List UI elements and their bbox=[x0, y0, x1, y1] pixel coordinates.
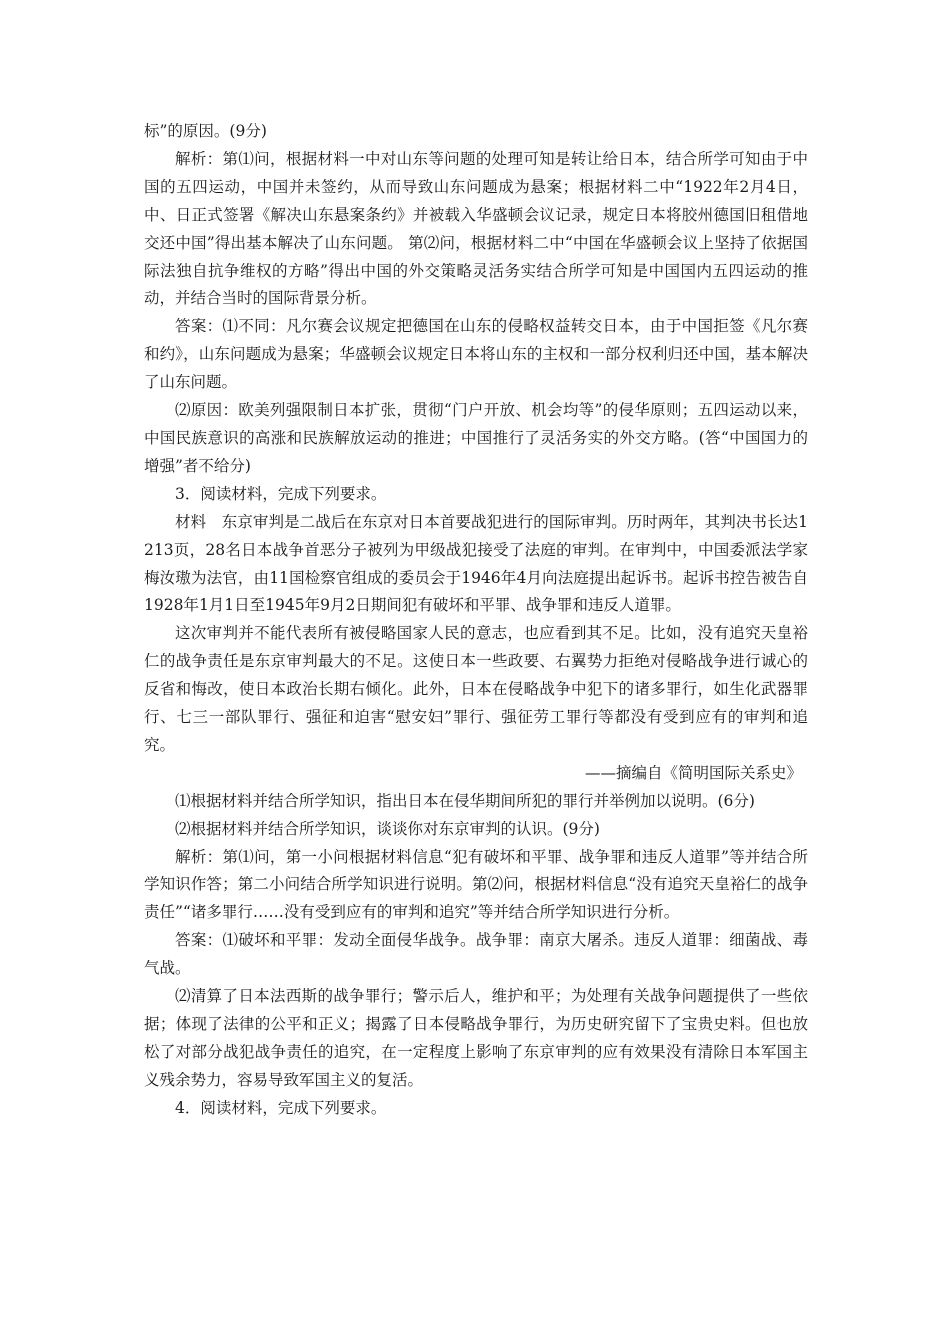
material-paragraph-1: 材料 东京审判是二战后在东京对日本首要战犯进行的国际审判。历时两年，其判决书长达1 213页，28名日本战争首恶分子被列为甲级战犯接受了法庭的审判。在审判中，中国委派法学家梅汝璈为法官，由11国检察官组成的委员会于1946年4月向法庭提出起诉书。起诉书控告被告自1928年1月1日至1945年9月2日期间犯有破坏和平罪、战争罪和违反人道罪。 bbox=[144, 512, 808, 615]
paragraph-answer-q3-part1: 答案：⑴破坏和平罪：发动全面侵华战争。战争罪：南京大屠杀。违反人道罪：细菌战、毒气战。 bbox=[144, 931, 808, 978]
question-3-part1: ⑴根据材料并结合所学知识，指出日本在侵华期间所犯的罪行并举例加以说明。(6分) bbox=[175, 791, 755, 810]
question-3-heading: 3．阅读材料，完成下列要求。 bbox=[175, 484, 387, 503]
paragraph-analysis-q2: 解析：第⑴问，根据材料一中对山东等问题的处理可知是转让给日本，结合所学可知由于中国的五四运动，中国并未签约，从而导致山东问题成为悬案；根据材料二中“1922年2月4日，中、日正式签署《解决山东悬案条约》并被载入华盛顿会议记录，规定日本将胶州德国旧租借地交还中国”得出基本解决了山东问题。 第⑵问，根据材料二中“中国在华盛顿会议上坚持了依据国际法独自抗争维权的方略”得出中国的外交策略灵活务实结合所学可知是中国国内五四运动的推动，并结合当时的国际背景分析。 bbox=[144, 149, 808, 308]
paragraph-question-tail: 标”的原因。(9分) bbox=[144, 122, 267, 140]
paragraph-answer-q2-part1: 答案：⑴不同：凡尔赛会议规定把德国在山东的侵略权益转交日本，由于中国拒签《凡尔赛和约》，山东问题成为悬案；华盛顿会议规定日本将山东的主权和一部分权利归还中国，基本解决了山东问题。 bbox=[144, 317, 808, 392]
paragraph-analysis-q3: 解析：第⑴问，第一小问根据材料信息“犯有破坏和平罪、战争罪和违反人道罪”等并结合所学知识作答；第二小问结合所学知识进行说明。第⑵问，根据材料信息“没有追究天皇裕仁的战争责任”“诸多罪行……没有受到应有的审判和追究”等并结合所学知识进行分析。 bbox=[144, 847, 808, 922]
paragraph-answer-q3-part2: ⑵清算了日本法西斯的战争罪行；警示后人，维护和平；为处理有关战争问题提供了一些依据；体现了法律的公平和正义；揭露了日本侵略战争罪行，为历史研究留下了宝贵史料。但也放松了对部分战犯战争责任的追究，在一定程度上影响了东京审判的应有效果没有清除日本军国主义残余势力，容易导致军国主义的复活。 bbox=[144, 987, 808, 1089]
paragraph-answer-q2-part2: ⑵原因：欧美列强限制日本扩张，贯彻“门户开放、机会均等”的侵华原则；五四运动以来，中国民族意识的高涨和民族解放运动的推进；中国推行了灵活务实的外交方略。(答“中国国力的增强”者不给分) bbox=[144, 401, 808, 475]
document-body bbox=[144, 118, 808, 1123]
question-3-part2: ⑵根据材料并结合所学知识，谈谈你对东京审判的认识。(9分) bbox=[175, 819, 600, 838]
material-source: ——摘编自《简明国际关系史》 bbox=[584, 763, 802, 782]
material-paragraph-2: 这次审判并不能代表所有被侵略国家人民的意志，也应看到其不足。比如，没有追究天皇裕仁的战争责任是东京审判最大的不足。这使日本一些政要、右翼势力拒绝对侵略战争进行诚心的反省和悔改，使日本政治长期右倾化。此外，日本在侵略战争中犯下的诸多罪行，如生化武器罪行、七三一部队罪行、强征和迫害“慰安妇”罪行、强征劳工罪行等都没有受到应有的审判和追究。 bbox=[144, 624, 808, 754]
question-4-heading: 4．阅读材料，完成下列要求。 bbox=[175, 1098, 387, 1117]
